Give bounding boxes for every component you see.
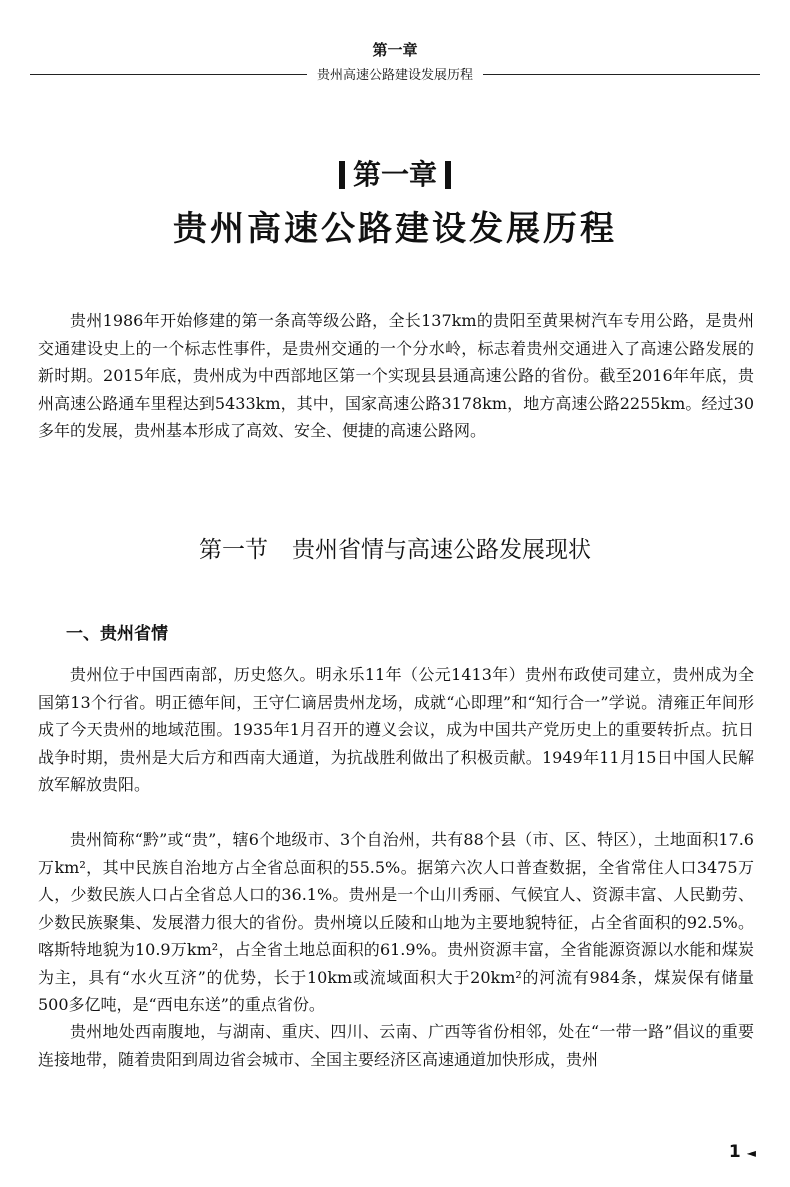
right-bar-ornament — [445, 161, 451, 189]
section-heading — [0, 533, 790, 567]
page-number-value: 1 — [728, 1142, 741, 1162]
chapter-label: 第一章 — [352, 158, 437, 191]
left-bar-ornament — [339, 161, 345, 189]
section-number: 第一节 — [199, 537, 268, 563]
body-paragraph-overview: 贵州简称“黔”或“贵”，辖6个地级市、3个自治州，共有88个县（市、区、特区），土地面积17.6万km²，其中民族自治地方占全省总面积的55.5%。据第六次人口普查数据，全省常住人口3475万人，少数民族人口占全省总人口的36.1%。贵州是一个山川秀丽、气候宜人、资源丰富、人民勤劳、少数民族聚集、发展潜力很大的省份。贵州境以丘陵和山地为主要地貌特征，占全省面积的92.5%。喀斯特地貌为10.9万km²，占全省土地总面积的61.9%。贵州资源丰富，全省能源资源以水能和煤炭为主，具有“水火互济”的优势，长于10km或流域面积大于20km²的河流有984条，煤炭保有储量500多亿吨，是“西电东送”的重点省份。 — [38, 830, 754, 1014]
subsection-heading: 一、贵州省情 — [66, 624, 168, 644]
running-header-rule — [30, 64, 760, 86]
section-title: 贵州省情与高速公路发展现状 — [292, 537, 591, 563]
running-header-chapter: 第一章 — [372, 41, 418, 59]
page-number — [729, 1140, 756, 1165]
body-paragraph-location: 贵州地处西南腹地，与湖南、重庆、四川、云南、广西等省份相邻，处在“一带一路”倡议的重要连接地带，随着贵阳到周边省会城市、全国主要经济区高速通道加快形成，贵州 — [38, 1022, 754, 1069]
running-header-title: 贵州高速公路建设发展历程 — [307, 65, 483, 87]
page-marker-icon: ◄ — [746, 1146, 756, 1160]
running-header — [30, 40, 760, 86]
chapter-title: 贵州高速公路建设发展历程 — [173, 209, 617, 249]
intro-paragraph: 贵州1986年开始修建的第一条高等级公路，全长137km的贵阳至黄果树汽车专用公路，是贵州交通建设史上的一个标志性事件，是贵州交通的一个分水岭，标志着贵州交通进入了高速公路发展的新时期。2015年底，贵州成为中西部地区第一个实现县县通高速公路的省份。截至2016年年底，贵州高速公路通车里程达到5433km，其中，国家高速公路3178km，地方高速公路2255km。经过30多年的发展，贵州基本形成了高效、安全、便捷的高速公路网。 — [38, 311, 754, 440]
chapter-heading — [0, 155, 790, 253]
chapter-label-wrap — [331, 155, 459, 195]
body-paragraph-history: 贵州位于中国西南部，历史悠久。明永乐11年（公元1413年）贵州布政使司建立，贵州成为全国第13个行省。明正德年间，王守仁谪居贵州龙场，成就“心即理”和“知行合一”学说。清雍正年间形成了今天贵州的地域范围。1935年1月召开的遵义会议，成为中国共产党历史上的重要转折点。抗日战争时期，贵州是大后方和西南大通道，为抗战胜利做出了积极贡献。1949年11月15日中国人民解放军解放贵阳。 — [38, 665, 754, 794]
